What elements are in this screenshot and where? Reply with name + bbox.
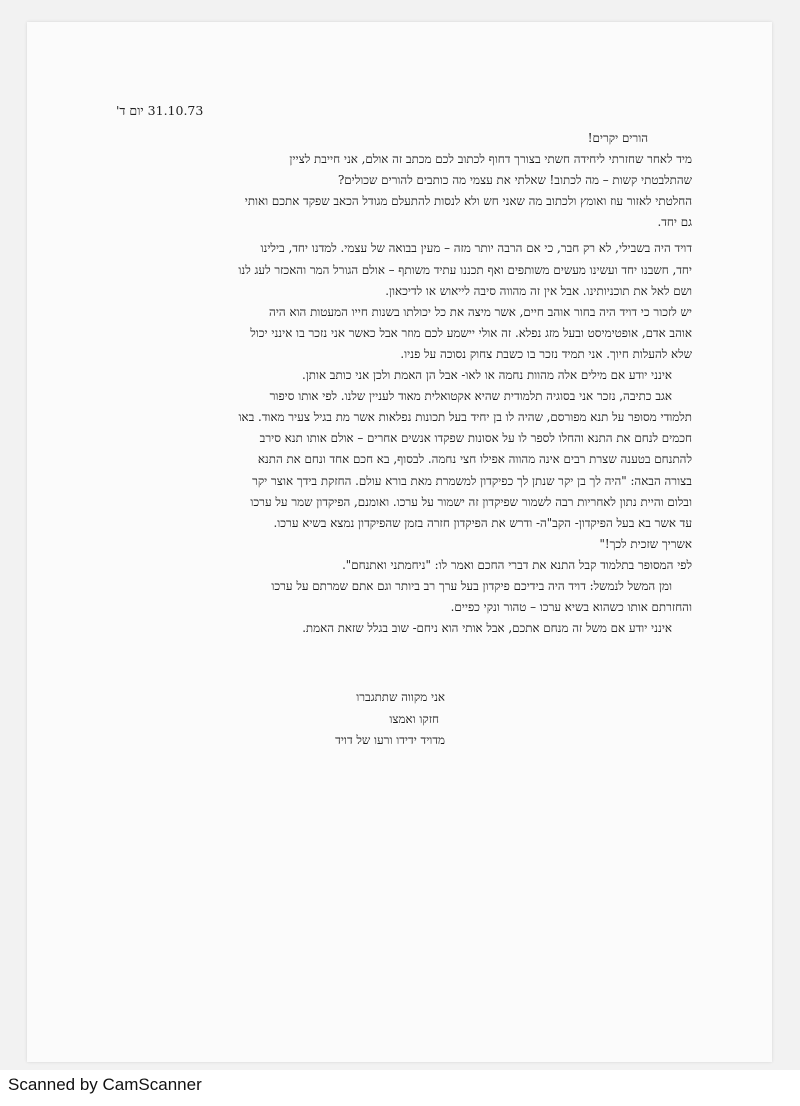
letter-line: החלטתי לאזור עוז ואומץ ולכתוב מה שאני חש ולא לנסות להתעלם מגודל הכאב שפקד אתכם ואותי <box>244 194 692 209</box>
letter-line: אינני יודע אם מילים אלה מהוות נחמה או לאו- אבל הן האמת ולכן אני כותב אותן. <box>302 368 672 383</box>
letter-line: יש לזכור כי דויד היה בחור אוהב חיים, אשר מיצה את כל יכולתו בשנות חייו המעטות הוא היה <box>269 304 692 319</box>
letter-closing <box>272 687 445 752</box>
letter-line: גם יחד. <box>657 215 692 230</box>
letter-line: להתנחם בטענה שצרת רבים אינה מהווה אפילו חצי נחמה. לבסוף, בא חכם אחד ונחם את התנא <box>257 452 692 467</box>
letter-date: 31.10.73 יום ד' <box>116 103 204 118</box>
scanner-watermark: Scanned by CamScanner <box>8 1075 202 1094</box>
letter-line: בצורה הבאה: "היה לך בן יקר שנתן לך כפיקדון למשמרת מאת בורא עולם. החזקת בידך אוצר יקר <box>252 473 692 488</box>
letter-line: שלא להעלות חיוך. אני תמיד נזכר בו כשבת צחוק נסוכה על פניו. <box>400 346 692 361</box>
letter-line: אגב כתיבה, נזכר אני בסוגיה תלמודית שהיא אקטואלית מאוד לעניין שלנו. לפי אותו סיפור <box>269 389 672 404</box>
letter-line: והחזרתם אותו כשהוא בשיא ערכו – טהור ונקי כפיים. <box>450 600 692 615</box>
signature: מדויד ידידו ורעו של דויד <box>335 733 445 747</box>
letter-line: חכמים לנחם את התנא והחלו לספר לו על אסונות שפקדו אנשים אחרים – אולם אותו תנא סירב <box>259 431 692 446</box>
letter-line: דויד היה בשבילי, לא רק חבר, כי אם הרבה יותר מזה – מעין בבואה של עצמי. למדנו יחד, בילינו <box>260 241 692 256</box>
letter-line: אינני יודע אם משל זה מנחם אתכם, אבל אותי הוא ניחם- שוב בגלל שזאת האמת. <box>302 621 672 636</box>
letter-line: מיד לאחר שחזרתי ליחידה חשתי בצורך דחוף לכתוב לכם מכתב זה אולם, אני חייבת לציין <box>289 152 692 167</box>
letter-body <box>112 128 692 639</box>
greeting: הורים יקרים! <box>587 131 648 145</box>
letter-line: תלמודי מסופר על תנא מפורסם, שהיה לו בן יחיד בעל תכונות נפלאות אשר מת בגיל צעיר מאוד. באו <box>238 410 692 425</box>
letter-line: עד אשר בא בעל הפיקדון- הקב"ה- ודרש את הפיקדון חזרה בזמן שהפיקדון נמצא בשיא ערכו. <box>273 515 692 530</box>
letter-line: ושם לאל את תוכניותינו. אבל אין זה מהווה סיבה לייאוש או לדיכאון. <box>385 283 692 298</box>
letter-line: אוהב אדם, אופטימיסט ובעל מזג נפלא. זה אולי יישמע לכם מוזר אבל כאשר אני נזכר בו אינני יכול <box>250 325 692 340</box>
letter-line: ובלום והיית נתון לאחריות רבה לשמור שפיקדון זה ישמור על ערכו. ואומנם, הפיקדון שמר על ערכו <box>250 494 692 509</box>
letter-line: ומן המשל לנמשל: דויד היה בידיכם פיקדון בעל ערך רב ביותר וגם אתם שמרתם על ערכו <box>271 578 672 593</box>
letter-line: לפי המסופר בתלמוד קבל התנא את דברי החכם ואמר לו: "ניחמתני ואתנחם". <box>342 557 692 572</box>
letter-line: אשריך שזכית לכך!" <box>599 536 692 551</box>
closing-line: אני מקווה שתתגברו <box>356 690 445 704</box>
letter-line: שהתלבטתי קשות – מה לכתוב! שאלתי את עצמי מה כותבים להורים שכולים? <box>337 173 692 188</box>
closing-line: חזקו ואמצו <box>389 711 439 726</box>
letter-line: יחד, חשבנו יחד ועשינו מעשים משותפים ואף תכננו עתיד משותף – אולם הגורל המר והאכזר לעג לנו <box>238 262 692 277</box>
